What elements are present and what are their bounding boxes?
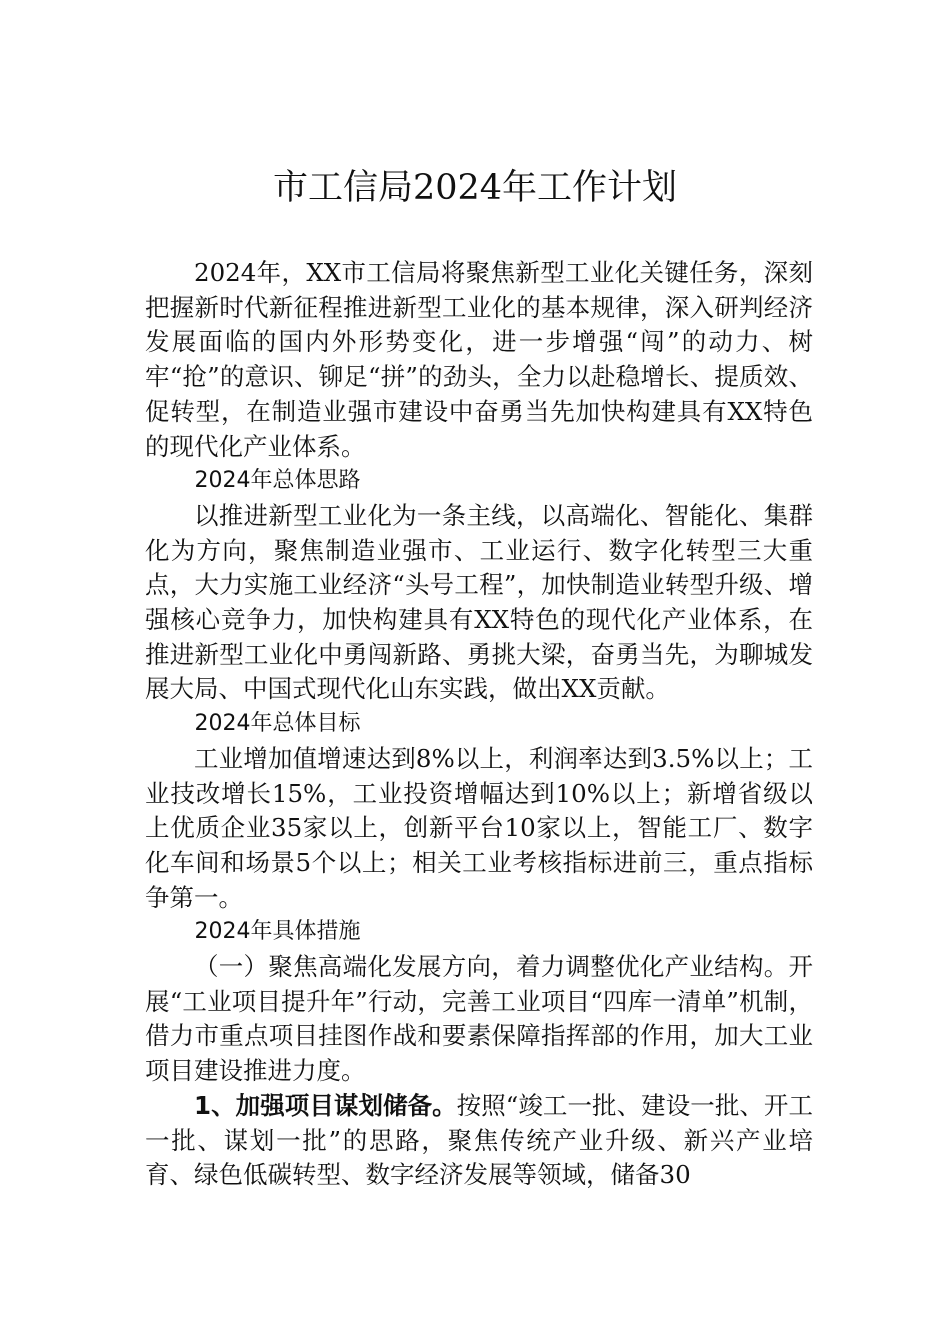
specific-measures-heading: 2024年具体措施 xyxy=(194,919,361,945)
measure-one-paragraph: （一）聚焦高端化发展方向，着力调整优化产业结构。开展“工业项目提升年”行动，完善工业项目“四库一清单”机制，借力市重点项目挂图作战和要素保障指挥部的作用，加大工业项目建设推进力度。 xyxy=(145,952,813,1086)
overall-goals-heading: 2024年总体目标 xyxy=(194,711,361,737)
item-one-lead: 1、加强项目谋划储备。 xyxy=(194,1090,457,1120)
document-body xyxy=(145,256,813,1193)
item-one-paragraph xyxy=(145,1089,813,1193)
intro-paragraph: 2024年，XX市工信局将聚焦新型工业化关键任务，深刻把握新时代新征程推进新型工业化的基本规律，深入研判经济发展面临的国内外形势变化，进一步增强“闯”的动力、树牢“抢”的意识、铆足“拼”的劲头，全力以赴稳增长、提质效、促转型，在制造业强市建设中奋勇当先加快构建具有XX特色的现代化产业体系。 xyxy=(145,258,813,461)
overall-goals-paragraph: 工业增加值增速达到8%以上，利润率达到3.5%以上；工业技改增长15%，工业投资增幅达到10%以上；新增省级以上优质企业35家以上，创新平台10家以上，智能工厂、数字化车间和场景5个以上；相关工业考核指标进前三，重点指标争第一。 xyxy=(145,743,813,912)
item-one-text: 按照“竣工一批、建设一批、开工一批、谋划一批”的思路，聚焦传统产业升级、新兴产业培育、绿色低碳转型、数字经济发展等领域，储备30 xyxy=(145,1090,813,1190)
overall-thinking-paragraph: 以推进新型工业化为一条主线，以高端化、智能化、集群化为方向，聚焦制造业强市、工业运行、数字化转型三大重点，大力实施工业经济“头号工程”，加快制造业转型升级、增强核心竞争力，加快构建具有XX特色的现代化产业体系，在推进新型工业化中勇闯新路、勇挑大梁，奋勇当先，为聊城发展大局、中国式现代化山东实践，做出XX贡献。 xyxy=(145,500,813,704)
document-title: 市工信局2024年工作计划 xyxy=(272,168,678,208)
overall-thinking-heading: 2024年总体思路 xyxy=(194,468,361,494)
